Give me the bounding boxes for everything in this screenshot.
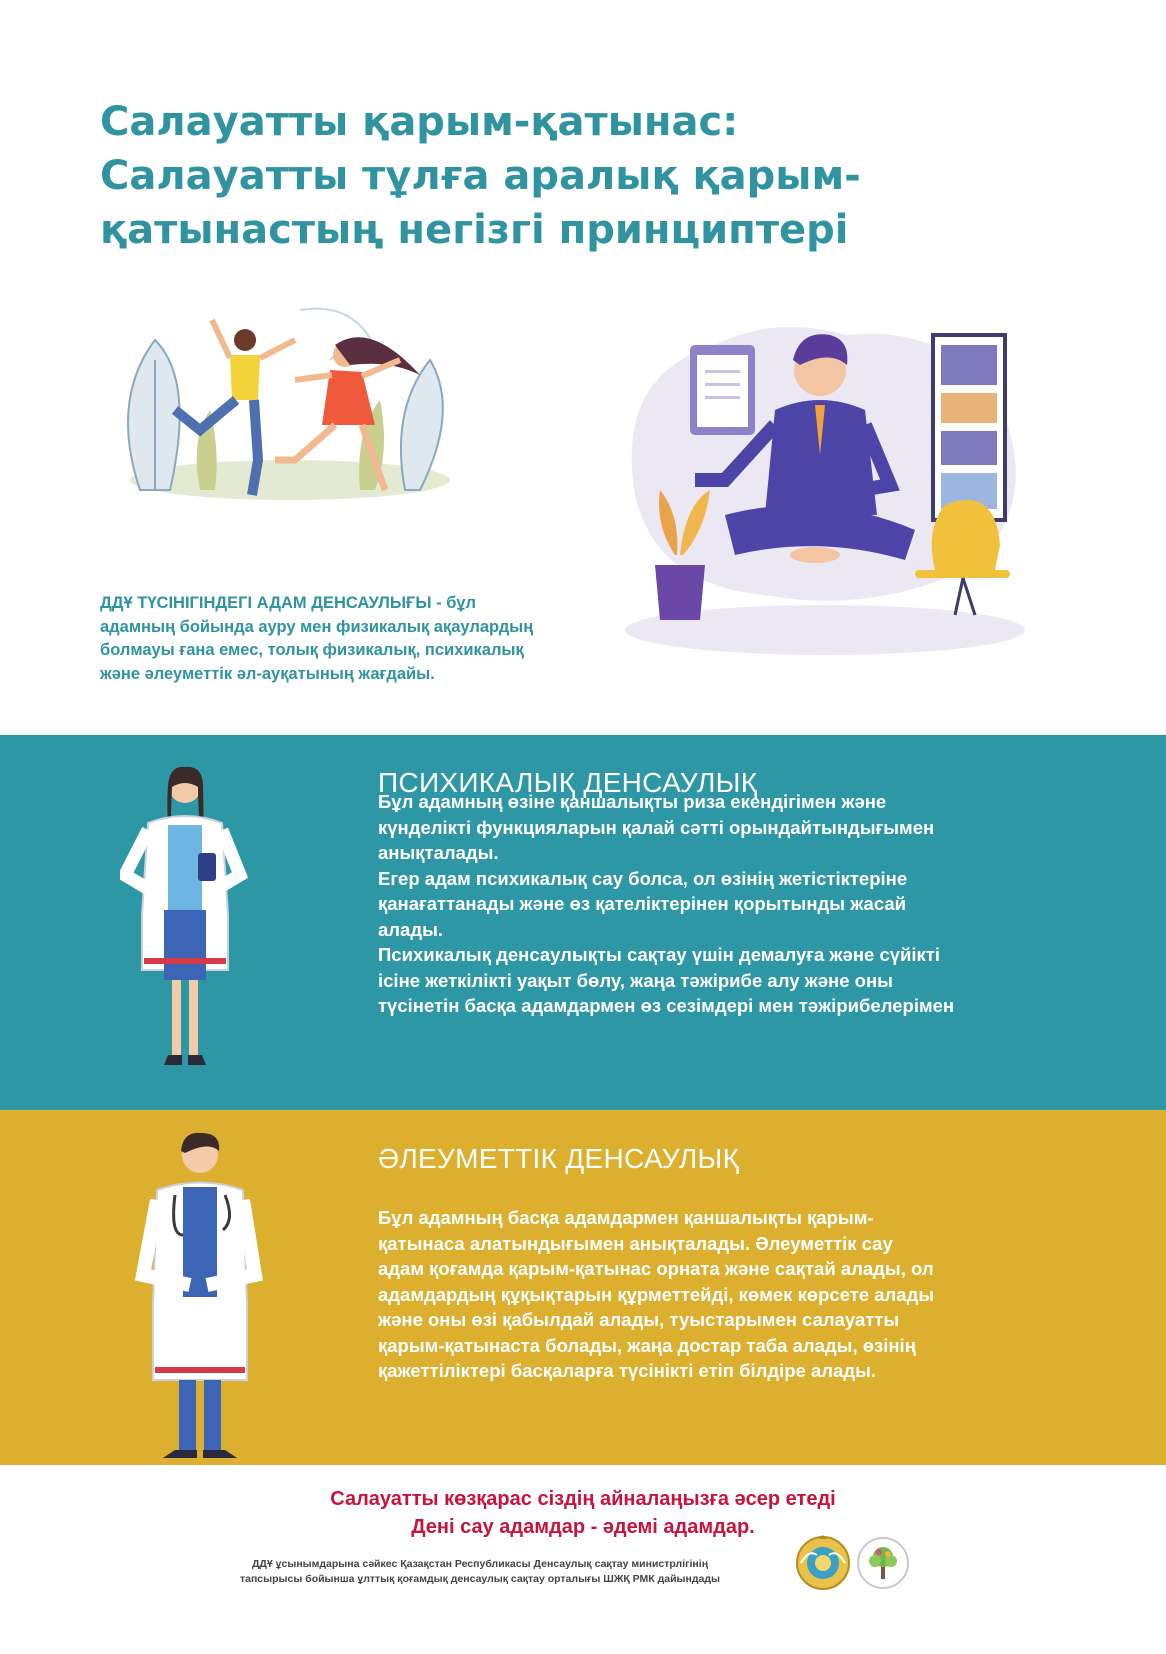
health-center-logo-icon: [855, 1535, 911, 1591]
intro-line: ДДҰ ТҮСІНІГІНДЕГІ АДАМ ДЕНСАУЛЫҒЫ - бұл: [100, 594, 477, 612]
mental-health-line: ісіне жеткілікті уақыт бөлу, жаңа тәжірибе алу және оны: [378, 969, 893, 991]
page-title: [100, 95, 1000, 257]
social-health-text: [378, 1205, 934, 1384]
intro-line: адамның бойында ауру мен физикалық ақаулардың: [100, 617, 534, 636]
social-health-line: Бұл адамның басқа адамдармен қаншалықты қарым-: [378, 1207, 874, 1228]
social-health-line: адам қоғамда қарым-қатынас орната және сақтай алады, ол: [378, 1258, 934, 1279]
credits-line: тапсырысы бойынша ұлттық қоғамдық денсаулық сақтау орталығы ШЖҚ РМК дайындады: [239, 1573, 721, 1585]
mental-health-line: Егер адам психикалық сау болса, ол өзінің жетістіктеріне: [378, 867, 908, 889]
title-line-3: қатынастың негізгі принциптері: [100, 207, 849, 253]
social-health-line: қарым-қатынаста болады, жаңа достар таба алады, өзінің: [378, 1334, 916, 1356]
female-doctor-illustration: [120, 765, 250, 1070]
mental-health-line: анықталады.: [378, 842, 499, 863]
social-health-line: адамдардың құқықтарын құрметтейді, көмек көрсете алады: [378, 1283, 935, 1305]
slogan: [0, 1485, 1166, 1541]
mental-health-line: қанағаттанады және өз қателіктерінен қорытынды жасай: [378, 893, 906, 914]
social-health-line: қатынаса алатындығымен анықталады. Әлеуметтік сау: [378, 1232, 893, 1254]
mental-health-line: Психикалық денсаулықты сақтау үшін демалуға және сүйікті: [378, 944, 940, 965]
mental-health-section: [0, 735, 1166, 1110]
mental-health-title: ПСИХИКАЛЫҚ ДЕНСАУЛЫҚ: [378, 767, 758, 798]
social-health-line: қажеттіліктері басқаларға түсінікті етіп білдіре алады.: [378, 1360, 877, 1381]
intro-line: және әлеуметтік әл-ауқатының жағдайы.: [100, 664, 435, 683]
meditating-businessman-illustration: [615, 315, 1055, 660]
social-health-line: және оны өзі қабылдай алады, туыстарымен салауатты: [378, 1309, 900, 1330]
credits-line: ДДҰ ұсынымдарына сәйкес Қазақстан Республикасы Денсаулық сақтау министрлігінің: [251, 1558, 709, 1570]
dancing-people-illustration: [100, 300, 480, 510]
title-line-2: Салауатты тұлға аралық қарым-: [100, 153, 861, 199]
mental-health-line: Бұл адамның өзіне қаншалықты риза екендігімен және: [378, 791, 887, 812]
social-health-title: ӘЛЕУМЕТТІК ДЕНСАУЛЫҚ: [378, 1143, 740, 1174]
slogan-line-1: Салауатты көзқарас сіздің айналаңызға әсер етеді: [330, 1488, 836, 1510]
social-health-section: [0, 1110, 1166, 1465]
mental-health-text: [378, 789, 954, 1019]
male-doctor-illustration: [135, 1125, 265, 1465]
slogan-line-2: Дені сау адамдар - әдемі адамдар.: [411, 1516, 755, 1538]
mental-health-line: алады.: [378, 918, 444, 940]
mental-health-line: күнделікті функцияларын қалай сәтті орындайтындығымен: [378, 816, 935, 838]
intro-line: болмауы ғана емес, толық физикалық, психикалық: [100, 641, 524, 659]
title-line-1: Салауатты қарым-қатынас:: [100, 99, 739, 145]
kazakhstan-emblem-icon: [795, 1535, 851, 1591]
who-health-definition: [100, 592, 660, 686]
credits: [190, 1557, 770, 1587]
mental-health-line: түсінетін басқа адамдармен өз сезімдері мен тәжірибелерімен: [378, 995, 955, 1016]
